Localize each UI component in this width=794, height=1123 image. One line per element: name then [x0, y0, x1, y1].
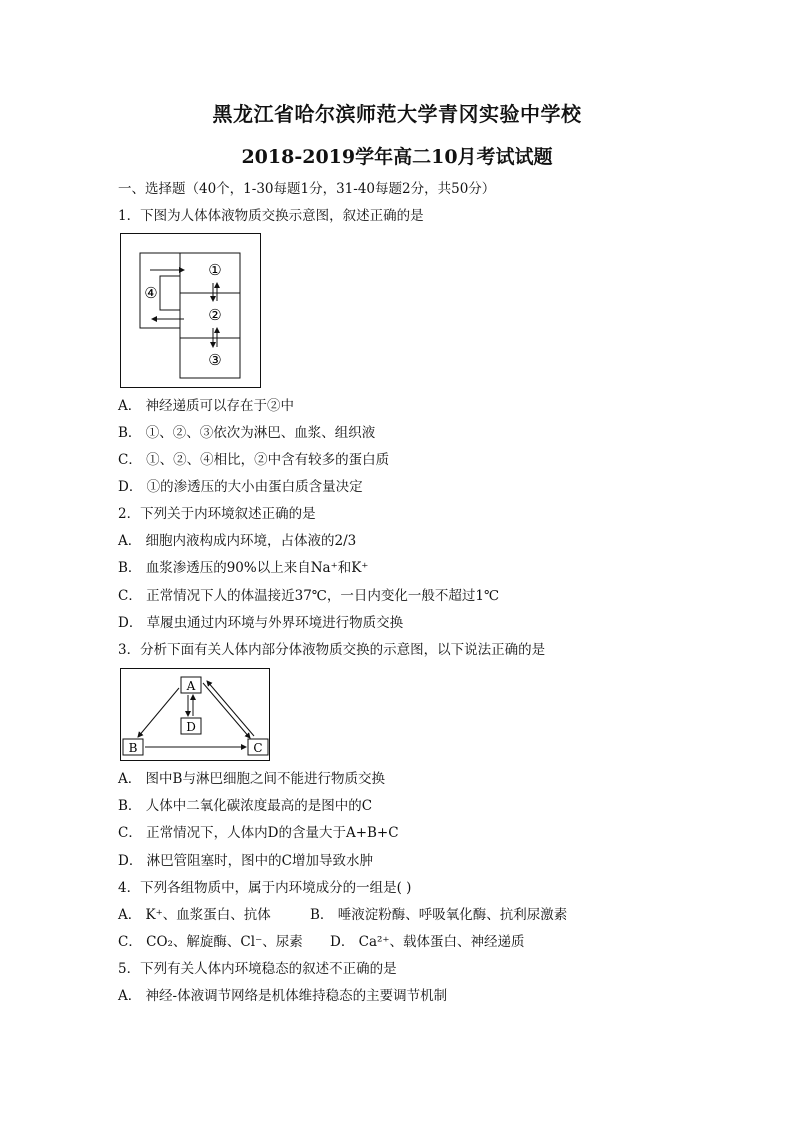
- q3-option-c: C． 正常情况下，人体内D的含量大于A+B+C: [118, 825, 399, 841]
- q2-option-c: C． 正常情况下人的体温接近37℃，一日内变化一般不超过1℃: [118, 588, 500, 604]
- svg-text:A: A: [186, 679, 196, 693]
- question-4-stem: 4．下列各组物质中，属于内环境成分的一组是( ): [118, 880, 412, 896]
- q1-option-c: C． ①、②、④相比，②中含有较多的蛋白质: [118, 452, 390, 468]
- svg-text:B: B: [128, 741, 138, 755]
- q5-option-a: A． 神经-体液调节网络是机体维持稳态的主要调节机制: [118, 988, 448, 1004]
- fluid-relation-diagram: [120, 668, 270, 761]
- q4-option-a: A． K⁺、血浆蛋白、抗体: [118, 907, 271, 923]
- q1-option-a: A． 神经递质可以存在于②中: [118, 398, 295, 414]
- q4-option-b: B． 唾液淀粉酶、呼吸氧化酶、抗利尿激素: [310, 907, 568, 923]
- section-heading: 一、选择题（40个，1-30每题1分，31-40每题2分，共50分）: [118, 181, 496, 197]
- label-1: ①: [208, 261, 222, 279]
- svg-text:C: C: [253, 741, 263, 755]
- q3-option-a: A． 图中B与淋巴细胞之间不能进行物质交换: [118, 771, 385, 787]
- school-title: 黑龙江省哈尔滨师范大学青冈实验中学校: [212, 102, 582, 126]
- label-2: ②: [208, 306, 222, 324]
- question-5-stem: 5．下列有关人体内环境稳态的叙述不正确的是: [118, 961, 397, 977]
- q3-option-d: D． 淋巴管阻塞时，图中的C增加导致水肿: [118, 853, 373, 869]
- body-fluid-exchange-diagram: [120, 233, 261, 388]
- label-4: ④: [144, 284, 158, 302]
- label-3: ③: [208, 351, 222, 369]
- q2-option-b: B． 血浆渗透压的90%以上来自Na⁺和K⁺: [118, 560, 369, 576]
- svg-text:D: D: [186, 720, 196, 734]
- exam-title: 2018-2019学年高二10月考试试题: [241, 146, 553, 168]
- q4-option-d: D． Ca²⁺、载体蛋白、神经递质: [330, 934, 525, 950]
- question-3-stem: 3．分析下面有关人体内部分体液物质交换的示意图，以下说法正确的是: [118, 642, 546, 658]
- q1-option-d: D． ①的渗透压的大小由蛋白质含量决定: [118, 479, 363, 495]
- q2-option-a: A． 细胞内液构成内环境，占体液的2/3: [118, 533, 357, 549]
- q3-option-b: B． 人体中二氧化碳浓度最高的是图中的C: [118, 798, 373, 814]
- question-2-stem: 2．下列关于内环境叙述正确的是: [118, 506, 316, 522]
- q2-option-d: D． 草履虫通过内环境与外界环境进行物质交换: [118, 615, 404, 631]
- question-1-stem: 1．下图为人体体液物质交换示意图，叙述正确的是: [118, 208, 424, 224]
- q4-option-c: C． CO₂、解旋酶、Cl⁻、尿素: [118, 934, 303, 950]
- q1-option-b: B． ①、②、③依次为淋巴、血浆、组织液: [118, 425, 376, 441]
